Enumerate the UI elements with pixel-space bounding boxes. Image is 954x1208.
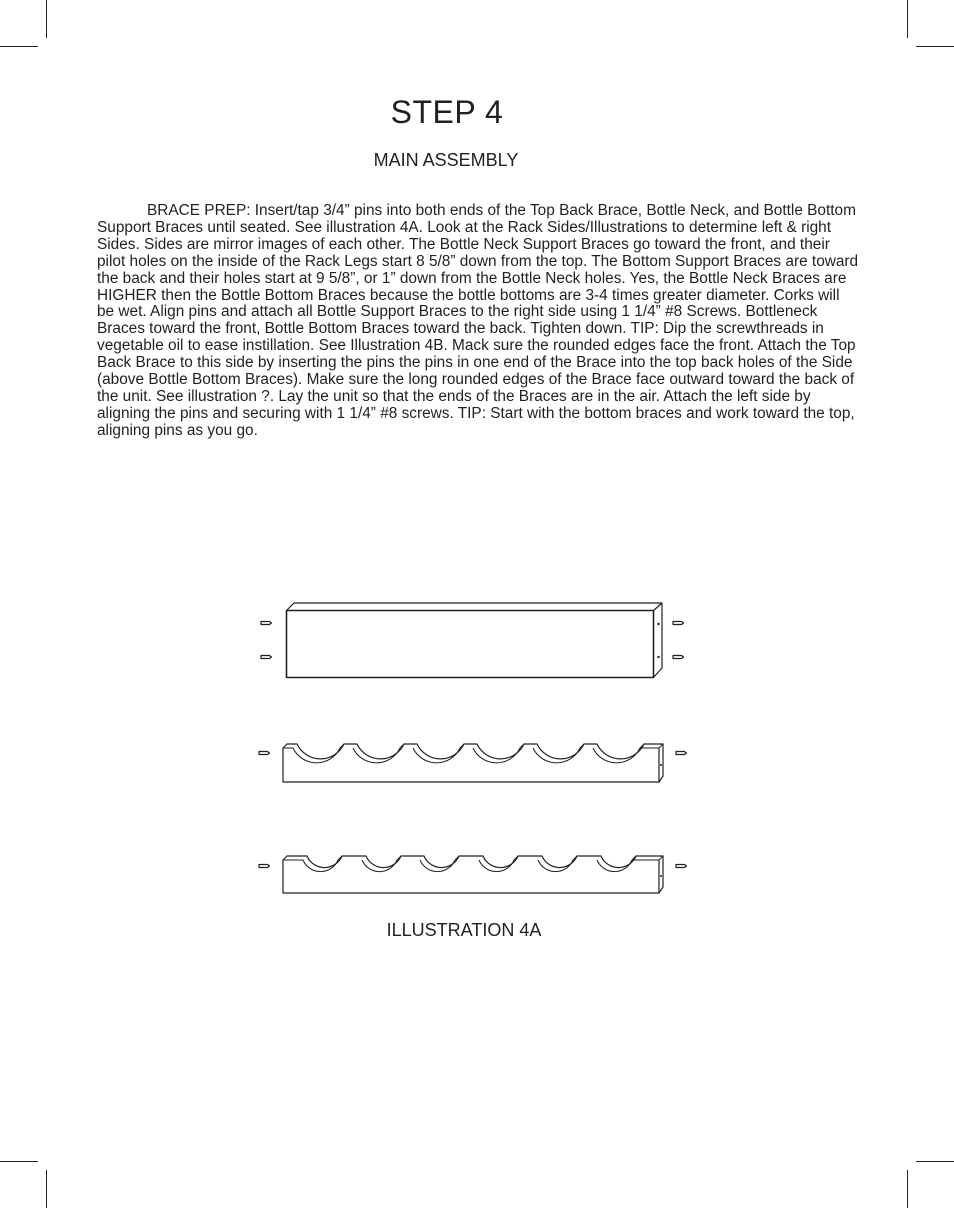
illustration-4a <box>250 598 700 898</box>
dowel-pin-icon <box>261 622 272 625</box>
dowel-pin-icon <box>261 656 272 659</box>
bottle-bottom-support-brace <box>259 744 687 782</box>
bottle-neck-support-brace <box>259 856 687 893</box>
crop-mark-top-right-vertical <box>907 0 908 38</box>
crop-mark-bottom-left-horizontal <box>0 1161 38 1162</box>
crop-mark-bottom-left-vertical <box>46 1170 47 1208</box>
dowel-pin-icon <box>673 656 684 659</box>
dowel-pin-icon <box>676 865 687 868</box>
crop-mark-top-left-vertical <box>46 0 47 38</box>
section-title: MAIN ASSEMBLY <box>373 150 519 170</box>
dowel-pin-icon <box>259 752 270 755</box>
crop-mark-bottom-right-vertical <box>907 1170 908 1208</box>
dowel-pin-icon <box>259 865 270 868</box>
dowel-pin-icon <box>673 622 684 625</box>
crop-mark-bottom-right-horizontal <box>916 1161 954 1162</box>
crop-mark-top-left-horizontal <box>0 46 38 47</box>
dowel-pin-icon <box>676 752 687 755</box>
crop-mark-top-right-horizontal <box>916 46 954 47</box>
instructions-paragraph: BRACE PREP: Insert/tap 3/4” pins into both ends of the Top Back Brace, Bottle Neck, and Bottle Bottom Support Braces until seated. See illustration 4A. Look at the Rack Sides/Illustrations to determine left & right Sides. Sides are mirror images of each other. The Bottle Neck Support Braces go toward the front, and their pilot holes on the inside of the Rack Legs start 8 5/8” down from the top. The Bottom Support Braces are toward the back and their holes start at 9 5/8”, or 1” down from the Bottle Neck holes. Yes, the Bottle Neck Braces are HIGHER then the Bottle Bottom Braces because the bottle bottoms are 3-4 times greater diameter. Corks will be wet. Align pins and attach all Bottle Support Braces to the right side using 1 1/4” #8 Screws. Bottleneck Braces toward the front, Bottle Bottom Braces toward the back. Tighten down. TIP: Dip the screwthreads in vegetable oil to ease instillation. See Illustration 4B. Mack sure the rounded edges face the front. Attach the Top Back Brace to this side by inserting the pins the pins in one end of the Brace into the top back holes of the Side (above Bottle Bottom Braces). Make sure the long rounded edges of the Brace face outward toward the back of the unit. See illustration ?. Lay the unit so that the ends of the Braces are in the air. Attach the left side by aligning the pins and securing with 1 1/4” #8 screws. TIP: Start with the bottom braces and work toward the top, aligning pins as you go. <box>97 202 859 439</box>
step-title: STEP 4 <box>390 94 504 130</box>
top-back-brace <box>261 603 684 678</box>
illustration-caption: ILLUSTRATION 4A <box>386 920 542 940</box>
